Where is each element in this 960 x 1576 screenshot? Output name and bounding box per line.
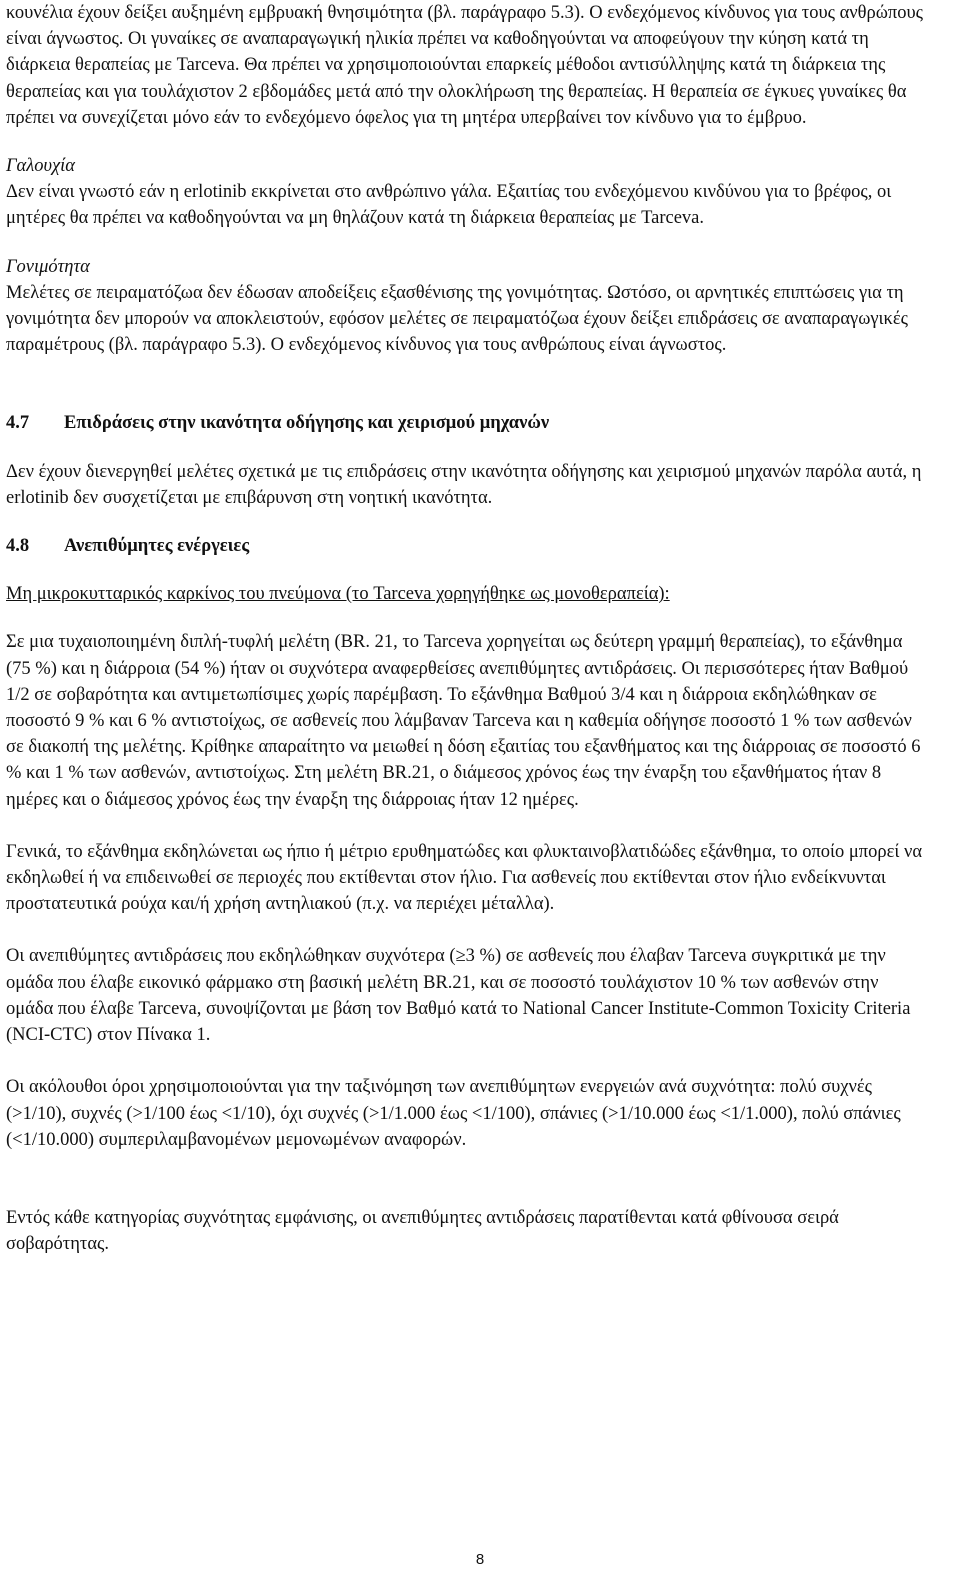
section-4-8-paragraph-4: Οι ακόλουθοι όροι χρησιμοποιούνται για την ταξινόμηση των ανεπιθύμητων ενεργειών ανά συχνότητα: πολύ συχνές (>1/10), συχνές (>1/100 έως <1/10), όχι συχνές (>1/1.000 έως <1/100), σπάνιες (>1/10.000 έως <1/1.000), πολύ σπάνιες (<1/10.000) συμπεριλαμβανομένων μεμονωμένων αναφορών.	[6, 1077, 901, 1150]
section-4-8-paragraph-5: Εντός κάθε κατηγορίας συχνότητας εμφάνισης, οι ανεπιθύμητες αντιδράσεις παρατίθενται κατά φθίνουσα σειρά σοβαρότητας.	[6, 1207, 839, 1255]
section-4-7-heading	[6, 410, 926, 436]
section-4-8-number: 4.8	[6, 536, 30, 557]
fertility-title: Γονιμότητα	[6, 256, 90, 277]
section-4-8-title: Ανεπιθύμητες ενέργειες	[64, 536, 250, 557]
nsclc-subheading: Μη μικροκυτταρικός καρκίνος του πνεύμονα (το Tarceva χορηγήθηκε ως μονοθεραπεία):	[6, 584, 670, 605]
section-4-7-paragraph: Δεν έχουν διενεργηθεί μελέτες σχετικά με τις επιδράσεις στην ικανότητα οδήγησης και χειρισμού μηχανών παρόλα αυτά, η erlotinib δεν συσχετίζεται με επιβάρυνση στη νοητική ικανότητα.	[6, 461, 922, 508]
section-4-8-heading	[6, 533, 926, 559]
section-4-7-number: 4.7	[6, 413, 30, 434]
section-4-7-title: Επιδράσεις στην ικανότητα οδήγησης και χειρισμού μηχανών	[64, 413, 550, 434]
section-4-8-paragraph-3: Οι ανεπιθύμητες αντιδράσεις που εκδηλώθηκαν συχνότερα (≥3 %) σε ασθενείς που έλαβαν Tarceva συγκριτικά με την ομάδα που έλαβε εικονικό φάρμακο στη βασική μελέτη BR.21, και σε ποσοστό τουλάχιστον 10 % των ασθενών στην ομάδα που έλαβε Tarceva, συνοψίζονται με βάση τον Βαθμό κατά το National Cancer Institute-Common Toxicity Criteria (NCI-CTC) στον Πίνακα 1.	[6, 946, 911, 1046]
page-number: 8	[475, 1551, 485, 1568]
fertility-paragraph: Μελέτες σε πειραματόζωα δεν έδωσαν αποδείξεις εξασθένισης της γονιμότητας. Ωστόσο, οι αρνητικές επιπτώσεις για τη γονιμότητα δεν μπορούν να αποκλειστούν, εφόσον μελέτες σε πειραματόζωα έχουν δείξει επιδράσεις σε αναπαραγωγικές παραμέτρους (βλ. παράγραφο 5.3). Ο ενδεχόμενος κίνδυνος για τους ανθρώπους είναι άγνωστος.	[6, 282, 908, 356]
pregnancy-continuation-paragraph: κουνέλια έχουν δείξει αυξημένη εμβρυακή θνησιμότητα (βλ. παράγραφο 5.3). Ο ενδεχόμενος κίνδυνος για τους ανθρώπους είναι άγνωστος. Οι γυναίκες σε αναπαραγωγική ηλικία πρέπει να καθοδηγούνται να αποφεύγουν την κύηση κατά τη διάρκεια θεραπείας με Tarceva. Θα πρέπει να χρησιμοποιούνται επαρκείς μέθοδοι αντισύλληψης κατά τη διάρκεια της θεραπείας και για τουλάχιστον 2 εβδομάδες μετά από την ολοκλήρωση της θεραπείας. Η θεραπεία σε έγκυες γυναίκες θα πρέπει να συνεχίζεται μόνο εάν το ενδεχόμενο όφελος για τη μητέρα υπερβαίνει τον κίνδυνο για το έμβρυο.	[6, 3, 923, 128]
document-page	[6, 0, 926, 1257]
section-4-8-paragraph-2: Γενικά, το εξάνθημα εκδηλώνεται ως ήπιο ή μέτριο ερυθηματώδες και φλυκταινοβλατιδώδες εξάνθημα, το οποίο μπορεί να εκδηλωθεί ή να επιδεινωθεί σε περιοχές που εκτίθενται στον ήλιο. Για ασθενείς που εκτίθενται στον ήλιο ενδείκνυνται προστατευτικά ρούχα και/ή χρήση αντηλιακού (π.χ. να περιέχει μέταλλα).	[6, 841, 923, 915]
lactation-title: Γαλουχία	[6, 156, 75, 177]
lactation-paragraph: Δεν είναι γνωστό εάν η erlotinib εκκρίνεται στο ανθρώπινο γάλα. Εξαιτίας του ενδεχόμενου κινδύνου για το βρέφος, οι μητέρες θα πρέπει να καθοδηγούνται να μη θηλάζουν κατά τη διάρκεια θεραπείας με Tarceva.	[6, 182, 892, 229]
section-4-8-paragraph-1: Σε μια τυχαιοποιημένη διπλή-τυφλή μελέτη (BR. 21, το Tarceva χορηγείται ως δεύτερη γραμμή θεραπείας), το εξάνθημα (75 %) και η διάρροια (54 %) ήταν οι συχνότερα αναφερθείσες ανεπιθύμητες αντιδράσεις. Οι περισσότερες ήταν Βαθμού 1/2 σε σοβαρότητα και αντιμετωπίσιμες χωρίς παρέμβαση. Το εξάνθημα Βαθμού 3/4 και η διάρροια εκδηλώθηκαν σε ποσοστό 9 % και 6 % αντιστοίχως, σε ασθενείς που λάμβαναν Tarceva και η καθεμία οδήγησε ποσοστό 1 % των ασθενών σε διακοπή της μελέτης. Κρίθηκε απαραίτητο να μειωθεί η δόση εξαιτίας του εξανθήματος και της διάρροιας σε ποσοστό 6 % και 1 % των ασθενών, αντιστοίχως. Στη μελέτη BR.21, ο διάμεσος χρόνος έως την έναρξη του εξανθήματος ήταν 8 ημέρες και ο διάμεσος χρόνος έως την έναρξη της διάρροιας ήταν 12 ημέρες.	[6, 632, 921, 810]
